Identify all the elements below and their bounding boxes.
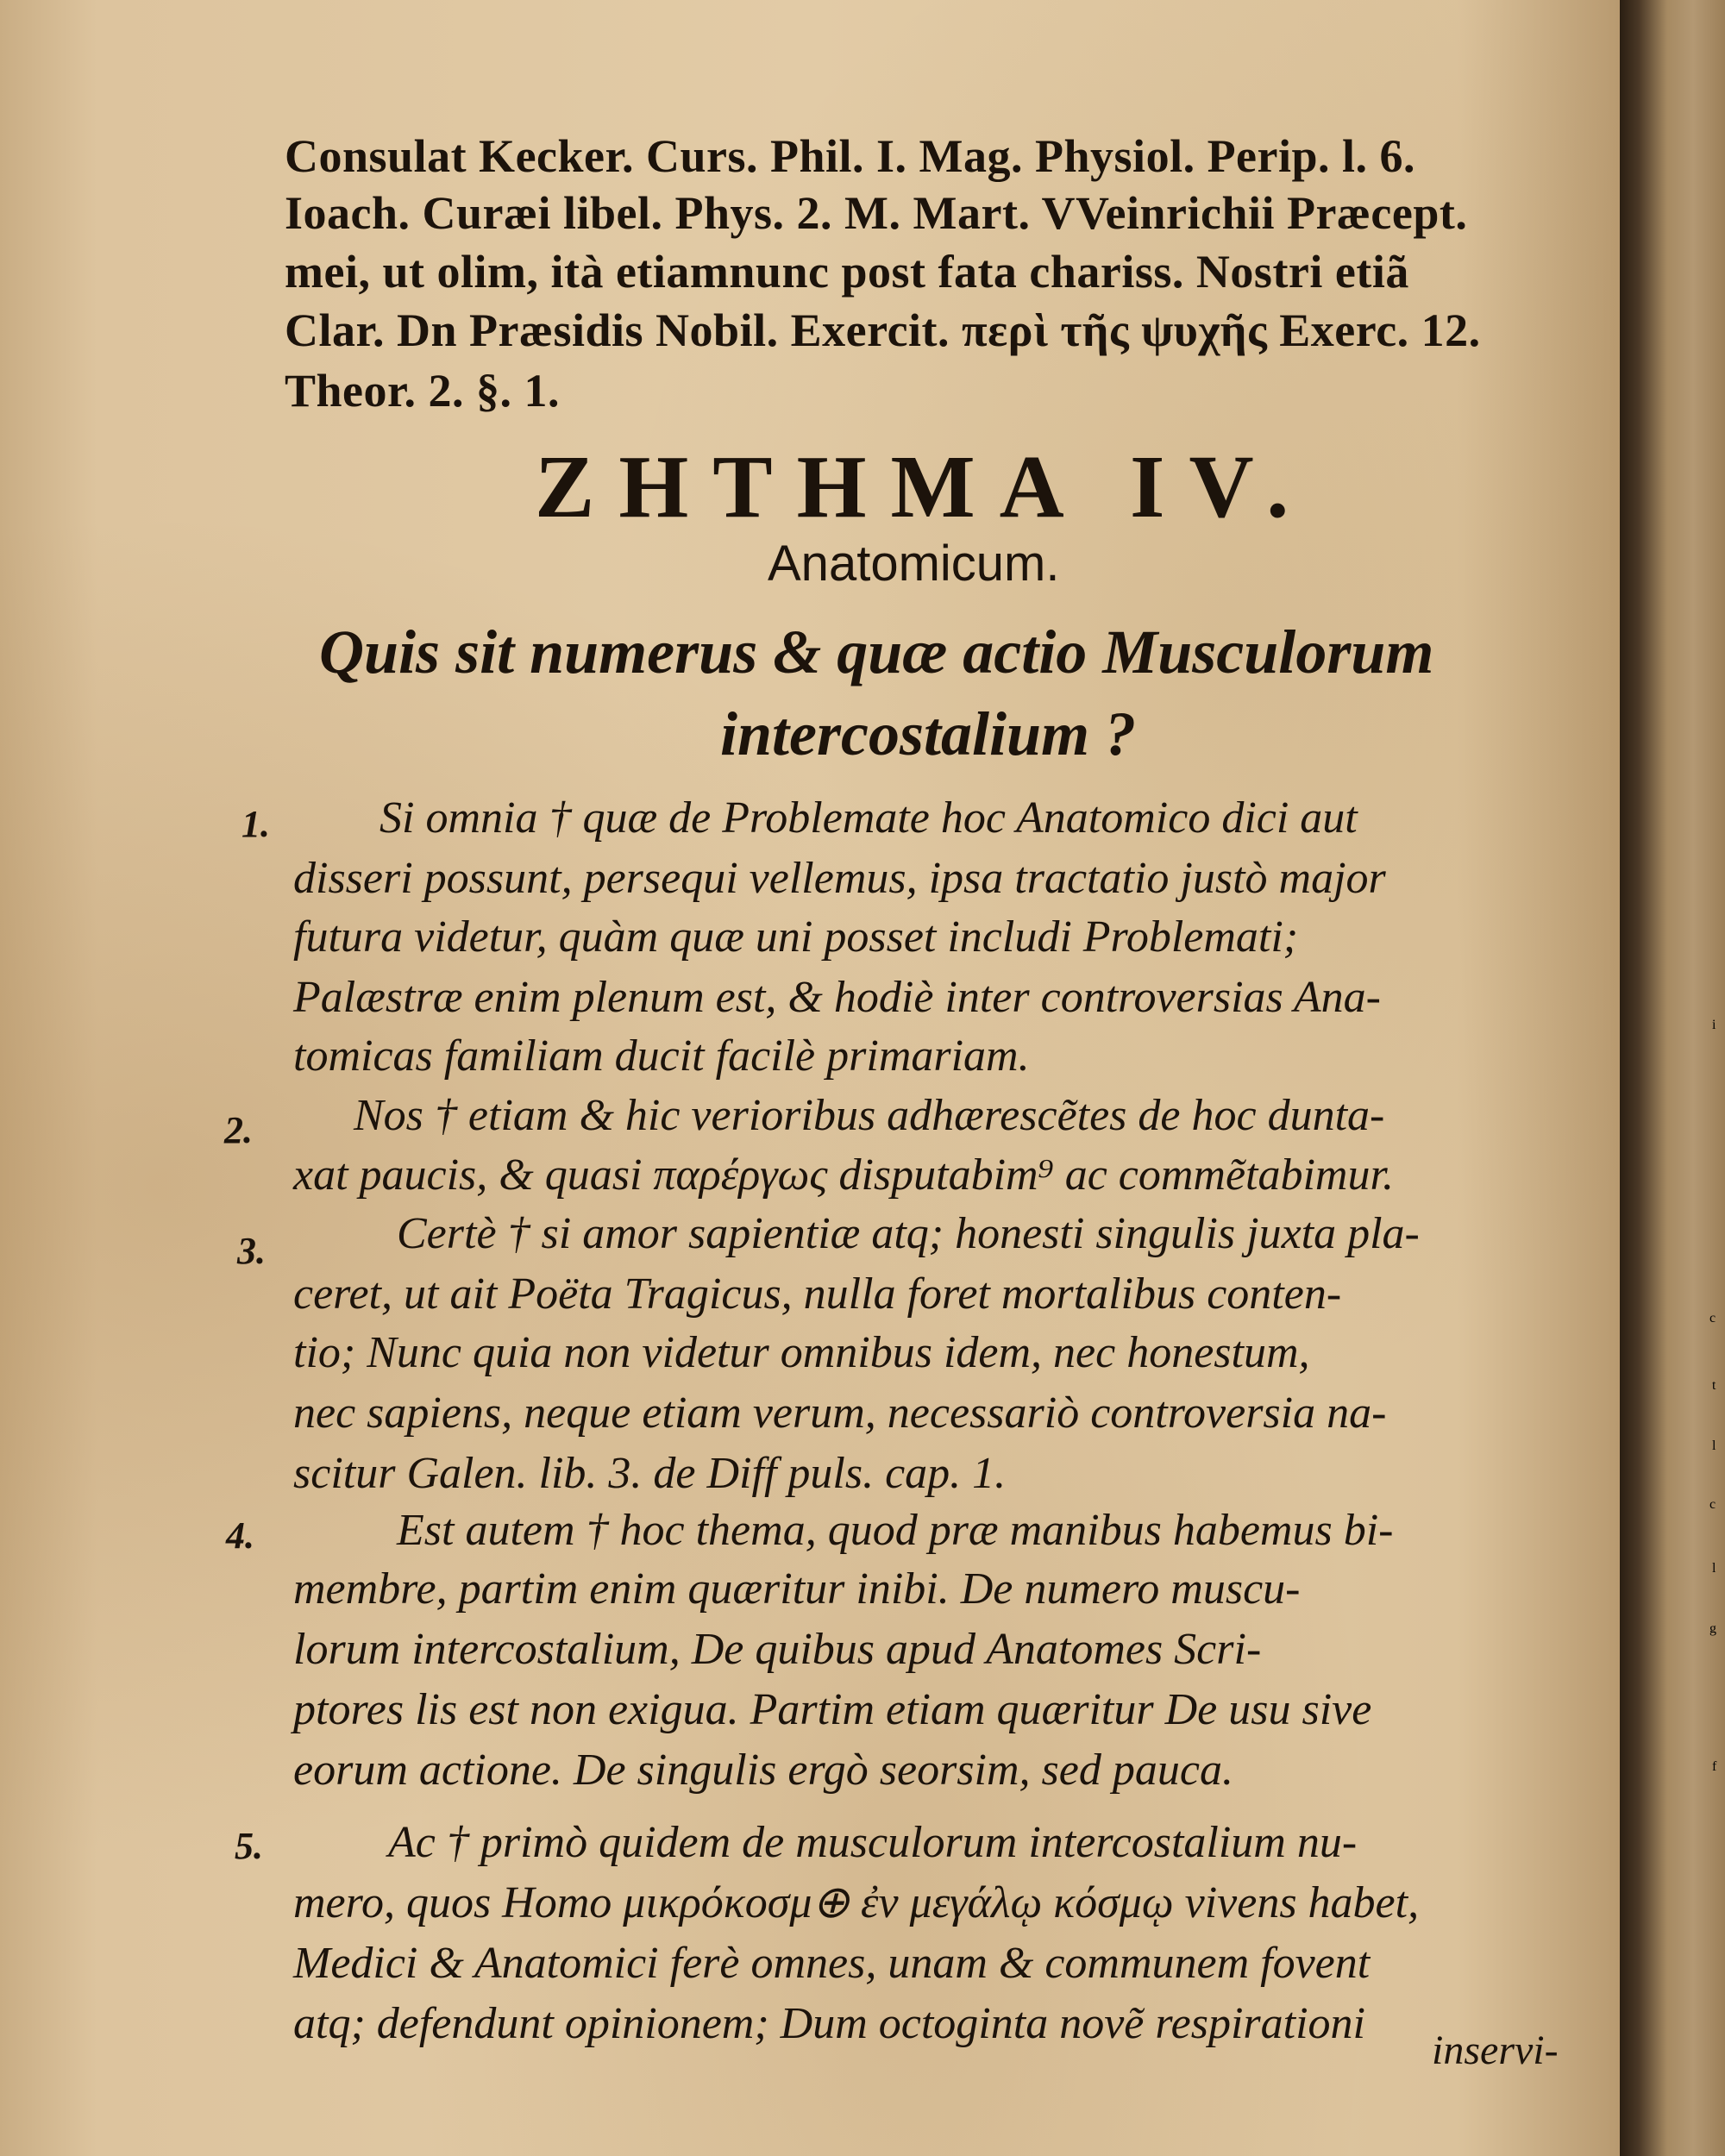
body-line-8: Certè † si amor sapientiæ atq; honesti singulis juxta pla- — [397, 1209, 1420, 1258]
body-line-2: disseri possunt, persequi vellemus, ipsa tractatio justò major — [293, 854, 1386, 903]
body-line-14: membre, partim enim quæritur inibi. De numero muscu- — [293, 1564, 1301, 1614]
question-title-line-1: Quis sit numerus & quæ actio Musculorum — [319, 617, 1434, 686]
section-heading: ZHTHMA IV. — [535, 437, 1314, 536]
body-line-1: Si omnia † quæ de Problemate hoc Anatomico dici aut — [380, 793, 1358, 843]
top-line-1: Consulat Kecker. Curs. Phil. I. Mag. Physiol. Perip. l. 6. — [285, 130, 1416, 182]
catchword: inservi- — [1432, 2028, 1559, 2073]
body-line-12: scitur Galen. lib. 3. de Diff puls. cap. 1. — [293, 1449, 1007, 1498]
body-line-9: ceret, ut ait Poëta Tragicus, nulla foret mortalibus conten- — [293, 1269, 1342, 1319]
edge-letter: f — [1712, 1759, 1717, 1774]
body-line-17: eorum actione. De singulis ergò seorsim, sed pauca. — [293, 1745, 1233, 1795]
edge-letter: c — [1709, 1311, 1716, 1326]
body-line-20: Medici & Anatomici ferè omnes, unam & communem fovent — [293, 1939, 1371, 1988]
edge-letter: l — [1712, 1561, 1716, 1576]
body-line-6: Nos † etiam & hic verioribus adhærescẽtes de hoc dunta- — [354, 1091, 1385, 1140]
body-line-10: tio; Nunc quia non videtur omnibus idem, nec honestum, — [293, 1328, 1310, 1377]
body-line-7: xat paucis, & quasi παρέργως disputabim⁹ ac commẽtabimur. — [293, 1150, 1394, 1200]
edge-letter: c — [1709, 1497, 1716, 1512]
top-line-3: mei, ut olim, ità etiamnunc post fata chariss. Nostri etiã — [285, 246, 1409, 298]
body-line-16: ptores lis est non exigua. Partim etiam quæritur De usu sive — [293, 1685, 1372, 1734]
edge-letter: t — [1712, 1378, 1716, 1393]
section-subheading: Anatomicum. — [768, 536, 1060, 592]
paragraph-number-4: 4. — [226, 1514, 254, 1557]
body-line-19: mero, quos Homo μικρόκοσμ⊕ ἐν μεγάλῳ κόσμῳ vivens habet, — [293, 1878, 1420, 1927]
body-line-5: tomicas familiam ducit facilè primariam. — [293, 1031, 1030, 1081]
paragraph-number-5: 5. — [235, 1825, 263, 1867]
edge-letter: i — [1712, 1018, 1716, 1032]
body-line-3: futura videtur, quàm quæ uni posset includi Problemati; — [293, 912, 1299, 962]
body-line-11: nec sapiens, neque etiam verum, necessariò controversia na- — [293, 1388, 1387, 1438]
top-line-4: Clar. Dn Præsidis Nobil. Exercit. περὶ τῆς ψυχῆς Exerc. 12. — [285, 304, 1481, 356]
edge-letter: g — [1709, 1621, 1716, 1636]
top-line-2: Ioach. Curæi libel. Phys. 2. M. Mart. VVeinrichii Præcept. — [285, 187, 1468, 239]
body-line-13: Est autem † hoc thema, quod præ manibus habemus bi- — [397, 1506, 1394, 1555]
body-line-15: lorum intercostalium, De quibus apud Anatomes Scri- — [293, 1625, 1262, 1674]
question-title-line-2: intercostalium ? — [720, 699, 1137, 768]
paragraph-number-3: 3. — [237, 1230, 266, 1272]
top-line-5: Theor. 2. §. 1. — [285, 365, 561, 417]
binding-gutter — [1620, 0, 1725, 2156]
body-line-4: Palæstræ enim plenum est, & hodiè inter controversias Ana- — [293, 973, 1381, 1022]
paragraph-number-2: 2. — [224, 1109, 253, 1151]
edge-letter: l — [1712, 1438, 1716, 1453]
body-line-18: Ac † primò quidem de musculorum intercostalium nu- — [388, 1818, 1358, 1867]
paragraph-number-1: 1. — [242, 803, 270, 845]
body-line-21: atq; defendunt opinionem; Dum octoginta novẽ respirationi — [293, 1999, 1365, 2048]
